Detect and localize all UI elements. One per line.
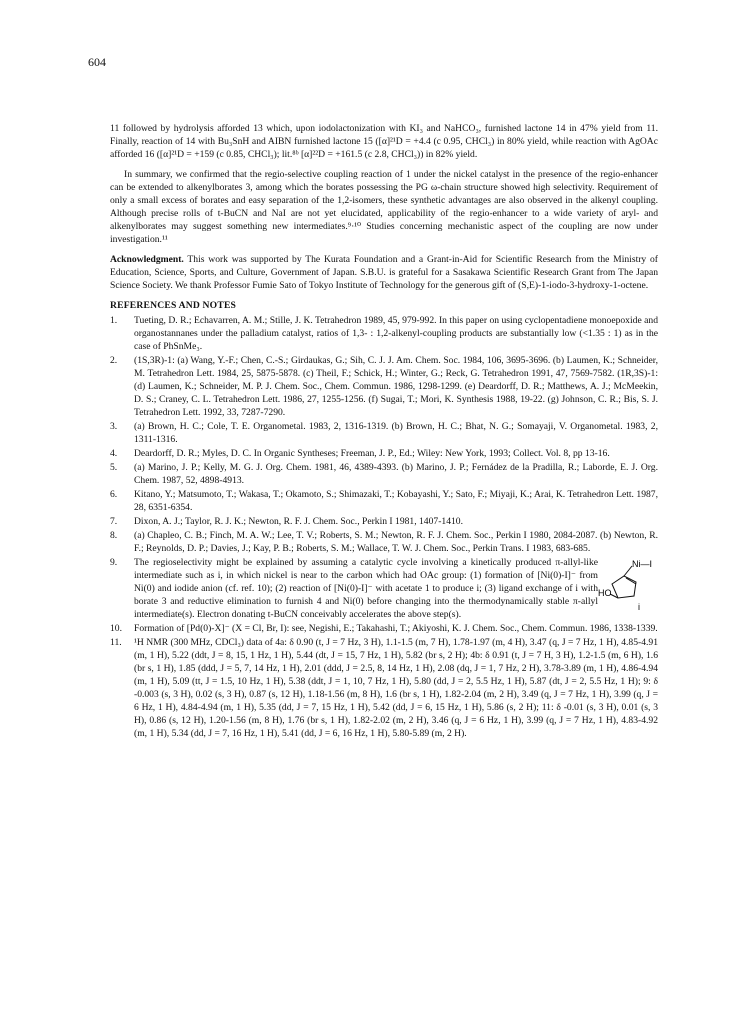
reference-number: 2. [110, 355, 118, 366]
paragraph-summary: In summary, we confirmed that the regio-selective coupling reaction of 1 under the nickel catalyst in the presence of the regio-enhancer can be extended to alkenylborates 3, among which the borates possessing the PG ω-chain structure showed high selectivity. Requirement of only a small excess of borates and easy separation of the 1,2-isomers, these synthetic advantages are also observed in the alkenyl coupling. Although precise rolls of t-BuCN and NaI are not yet elucidated, applicability of the regio-enhancer to a wide variety of aryl- and alkenylborates may suggest something new intermediates.⁹·¹⁰ Studies concerning mechanistic aspect of the coupling are now under investigation.¹¹ [110, 169, 658, 245]
page-body [110, 122, 658, 741]
reference-text: (a) Chapleo, C. B.; Finch, M. A. W.; Lee, T. V.; Roberts, S. M.; Newton, R. F. J. Chem. Soc., Perkin I 1980, 2084-2087. (b) Newton, R. F.; Reynolds, D. P.; Davies, J.; Kay, P. B.; Roberts, S. M.; Wallace, T. W. J. Chem. Soc., Perkin Trans. I 1983, 683-685. [134, 530, 658, 554]
reference-text: The regioselectivity might be explained by assuming a catalytic cycle involving a kinetically produced π-allyl-like intermediate such as i, in which nickel is near to the carbon which had OAc group: (1) formation of [Ni(0)-I]⁻ from Ni(0) and iodide anion (cf. ref. 10); (2) reaction of [Ni(0)-I]⁻ with acetate 1 to produce i; (3) ligand exchange of i with borate 3 and reductive elimination to furnish 4 and Ni(0) before changing into the thermodynamically stable π-allyl intermediate(s). Electron donating t-BuCN conceivably accelerates the above step(s). [134, 557, 598, 620]
reference-number: 6. [110, 489, 118, 500]
reference-item [110, 420, 658, 446]
compound-i-label: i [638, 602, 640, 612]
reference-item [110, 636, 658, 740]
reference-text: Formation of [Pd(0)-X]⁻ (X = Cl, Br, I): see, Negishi, E.; Takahashi, T.; Akiyoshi, K. J. Chem. Soc., Chem. Commun. 1986, 1338-1339. [134, 623, 658, 634]
reference-text: (1S,3R)-1: (a) Wang, Y.-F.; Chen, C.-S.; Girdaukas, G.; Sih, C. J. J. Am. Chem. Soc. 1984, 106, 3695-3696. (b) Laumen, K.; Schneider, M. Tetrahedron Lett. 1984, 25, 5875-5878. (c) Theil, F.; Schick, H.; Winter, G.; Reck, G. Tetrahedron 1991, 47, 7569-7582. (1R,3S)-1: (d) Laumen, K.; Schneider, M. P. J. Chem. Soc., Chem. Commun. 1986, 1298-1299. (e) Deardorff, D. R.; Matthews, A. J.; McMeekin, D. S.; Craney, C. L. Tetrahedron Lett. 1986, 27, 1255-1256. (f) Sugai, T.; Mori, K. Synthesis 1988, 19-22. (g) Johnson, C. R.; Bis, S. J. Tetrahedron Lett. 1992, 33, 7287-7290. [134, 355, 658, 418]
reference-text: ¹H NMR (300 MHz, CDCl₃) data of 4a: δ 0.90 (t, J = 7 Hz, 3 H), 1.1-1.5 (m, 7 H), 1.78-1.97 (m, 4 H), 3.47 (q, J = 7 Hz, 1 H), 4.85-4.91 (m, 1 H), 5.22 (ddt, J = 8, 15, 1 Hz, 1 H), 5.44 (dt, J = 15, 7 Hz, 1 H), 5.82 (br s, 2 H); 4b: δ 0.91 (t, J = 7 H, 3 H), 1.2-1.5 (m, 6 H), 1.6 (br s, 1 H), 1.85 (ddd, J = 5, 7, 14 Hz, 1 H), 2.01 (ddd, J = 2.5, 8, 14 Hz, 1 H), 2.08 (dq, J = 1, 7 Hz, 2 H), 3.78-3.89 (m, 1 H), 4.86-4.94 (m, 1 H), 5.09 (tt, J = 1.5, 10 Hz, 1 H), 5.38 (ddt, J = 1, 10, 7 Hz, 1 H), 5.80 (dd, J = 2, 5.5 Hz, 1 H), 5.87 (dt, J = 2, 5.5 Hz, 1 H); 9: δ -0.003 (s, 3 H), 0.02 (s, 3 H), 0.87 (s, 12 H), 1.18-1.56 (m, 8 H), 1.6 (br s, 1 H), 1.82-2.04 (m, 2 H), 3.49 (q, J = 7 Hz, 1 H), 3.99 (q, J = 6 Hz, 1 H), 4.84-4.94 (m, 1 H), 5.35 (dd, J = 7, 15 Hz, 1 H), 5.42 (dd, J = 6, 15 Hz, 1 H), 5.86 (s, 2 H); 11: δ -0.01 (s, 3 H), 0.01 (s, 3 H), 0.86 (s, 12 H), 1.20-1.56 (m, 8 H), 1.76 (br s, 1 H), 1.82-2.02 (m, 2 H), 3.46 (q, J = 6 Hz, 1 H), 3.99 (q, J = 7 Hz, 1 H), 4.83-4.92 (m, 1 H), 5.34 (dd, J = 7, 16 Hz, 1 H), 5.41 (dd, J = 6, 16 Hz, 1 H), 5.80-5.89 (m, 2 H). [134, 637, 658, 739]
reference-number: 11. [110, 637, 122, 648]
ho-label: HO [598, 588, 612, 598]
reference-number: 5. [110, 462, 118, 473]
reference-item [110, 488, 658, 514]
acknowledgment [110, 253, 658, 292]
cyclopentene-nickel-drawing [598, 558, 656, 614]
paragraph-continuation: 11 followed by hydrolysis afforded 13 which, upon iodolactonization with KI₃ and NaHCO₃, furnished lactone 14 in 47% yield from 11. Finally, reaction of 14 with Bu₃SnH and AIBN furnished lactone 15 ([α]²¹D = +4.4 (c 0.95, CHCl₃) in 80% yield, while reaction with AgOAc afforded 16 ([α]²¹D = +159 (c 0.85, CHCl₃); lit.⁸ᵇ [α]²²D = +161.5 (c 2.8, CHCl₃)) in 82% yield. [110, 123, 658, 160]
reference-item [110, 529, 658, 555]
intermediate-i-structure [598, 558, 656, 614]
reference-text: (a) Marino, J. P.; Kelly, M. G. J. Org. Chem. 1981, 46, 4389-4393. (b) Marino, J. P.; Fernádez de la Pradilla, R.; Laborde, E. J. Org. Chem. 1987, 52, 4898-4913. [134, 462, 658, 486]
page-number: 604 [88, 55, 106, 69]
reference-text: Kitano, Y.; Matsumoto, T.; Wakasa, T.; Okamoto, S.; Shimazaki, T.; Kobayashi, Y.; Sato, F.; Miyaji, K.; Arai, K. Tetrahedron Lett. 1987, 28, 6351-6354. [134, 489, 658, 513]
reference-item [110, 447, 658, 460]
references-heading: REFERENCES AND NOTES [110, 300, 237, 311]
reference-number: 1. [110, 315, 118, 326]
reference-item [110, 622, 658, 635]
reference-text: Deardorff, D. R.; Myles, D. C. In Organic Syntheses; Freeman, J. P., Ed.; Wiley: New York, 1993; Collect. Vol. 8, pp 13-16. [134, 448, 610, 459]
acknowledgment-label: Acknowledgment. [110, 254, 184, 265]
ni-i-label: Ni—I [632, 559, 652, 569]
reference-number: 7. [110, 516, 118, 527]
reference-text: Dixon, A. J.; Taylor, R. J. K.; Newton, R. F. J. Chem. Soc., Perkin I 1981, 1407-1410. [134, 516, 463, 527]
reference-text: Tueting, D. R.; Echavarren, A. M.; Stille, J. K. Tetrahedron 1989, 45, 979-992. In this paper on using cyclopentadiene monoepoxide and organostannanes under the palladium catalyst, ratios of 1,3- : 1,2-alkenyl-coupling products are substantially low (<1.35 : 1) as in the case of PhSnMe₃. [134, 315, 658, 352]
reference-text: (a) Brown, H. C.; Cole, T. E. Organometal. 1983, 2, 1316-1319. (b) Brown, H. C.; Bhat, N. G.; Somayaji, V. Organometal. 1983, 2, 1311-1316. [134, 421, 658, 445]
reference-number: 9. [110, 557, 118, 568]
references-list [110, 314, 658, 740]
reference-item [110, 556, 658, 621]
reference-number: 10. [110, 623, 122, 634]
reference-number: 8. [110, 530, 118, 541]
reference-item [110, 354, 658, 419]
reference-number: 4. [110, 448, 118, 459]
acknowledgment-text: This work was supported by The Kurata Foundation and a Grant-in-Aid for Scientific Research from the Ministry of Education, Science, Sports, and Culture, Government of Japan. S.B.U. is grateful for a Sasakawa Scientific Research Grant from The Japan Science Society. We thank Professor Fumie Sato of Tokyo Institute of Technology for the generous gift of (S,E)-1-iodo-3-hydroxy-1-octene. [110, 254, 658, 291]
reference-number: 3. [110, 421, 118, 432]
reference-item [110, 314, 658, 353]
reference-item [110, 515, 658, 528]
reference-item [110, 461, 658, 487]
